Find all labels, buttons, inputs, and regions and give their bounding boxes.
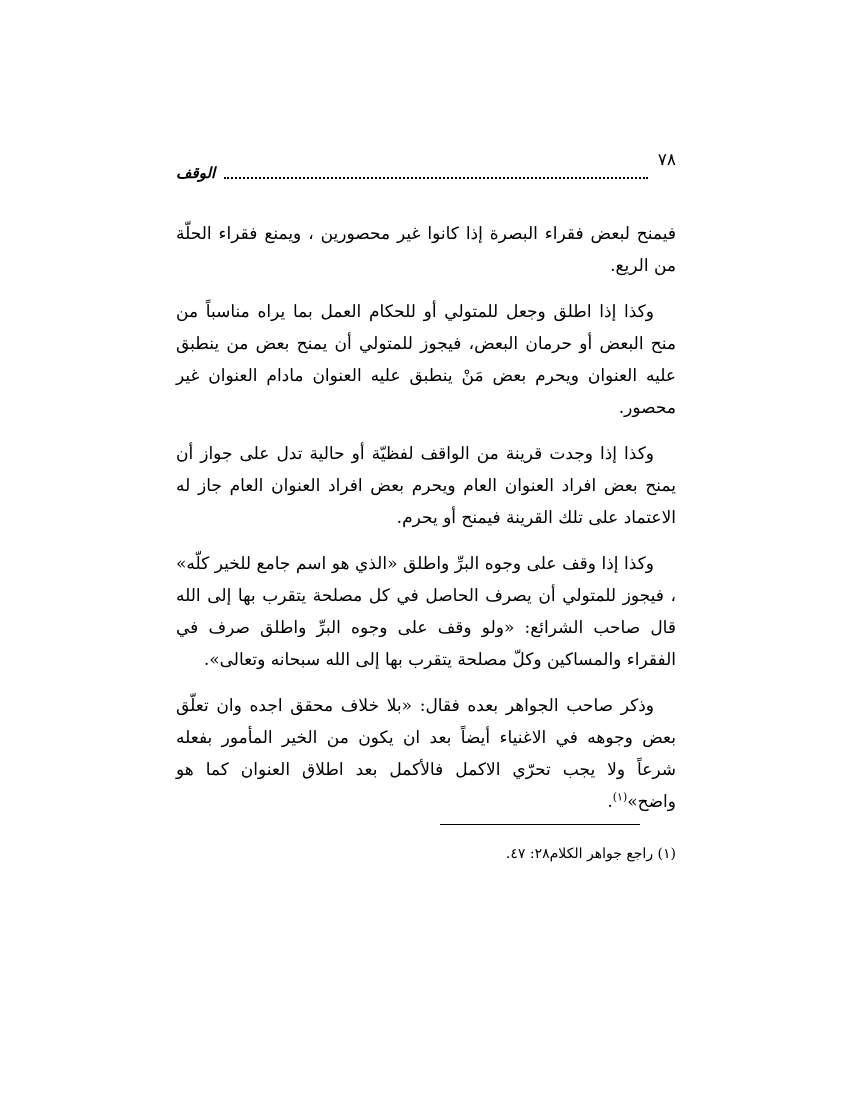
footnote-separator	[440, 824, 640, 825]
page-number: ٧٨	[657, 150, 676, 170]
paragraph-5: وذكر صاحب الجواهر بعده فقال: «بلا خلاف محقق اجده وان تعلّق بعض وجوهه في الاغنياء أيضاً بعد ان يكون من الخير المأمور بفعله شرعاً ولا يجب تحرّي الاكمل فالأكمل بعد اطلاق العنوان كما هو واضح»$^{(١)}$.	[176, 696, 676, 812]
paragraph-2: وكذا إذا اطلق وجعل للمتولي أو للحكام العمل بما يراه مناسباً من منح البعض أو حرمان البعض، فيجوز للمتولي أن يمنح بعض من ينطبق عليه العنوان ويحرم بعض مَنْ ينطبق عليه العنوان مادام العنوان غير محصور.	[176, 302, 676, 418]
header-title: الوقف	[176, 164, 216, 182]
body-text	[176, 218, 676, 832]
running-header	[176, 150, 676, 186]
footnote-reference[interactable]: (١)	[612, 790, 628, 804]
footnote: (١) راجع جواهر الكلام٢٨: ٤٧.	[505, 846, 676, 862]
paragraph-4: وكذا إذا وقف على وجوه البرِّ واطلق «الذي هو اسم جامع للخير كلّه» ، فيجوز للمتولي أن يصرف الحاصل في كل مصلحة يتقرب بها إلى الله قال صاحب الشرائع: «ولو وقف على وجوه البرِّ واطلق صرف في الفقراء والمساكين وكلّ مصلحة يتقرب بها إلى الله سبحانه وتعالى».	[176, 554, 676, 670]
paragraph-3: وكذا إذا وجدت قرينة من الواقف لفظيّة أو حالية تدل على جواز أن يمنح بعض افراد العنوان العام ويحرم بعض افراد العنوان العام جاز له الاعتماد على تلك القرينة فيمنح أو يحرم.	[176, 444, 676, 528]
header-dotted-leader	[224, 177, 648, 179]
paragraph-1: فيمنح لبعض فقراء البصرة إذا كانوا غير محصورين ، ويمنع فقراء الحلّة من الريع.	[176, 224, 676, 276]
